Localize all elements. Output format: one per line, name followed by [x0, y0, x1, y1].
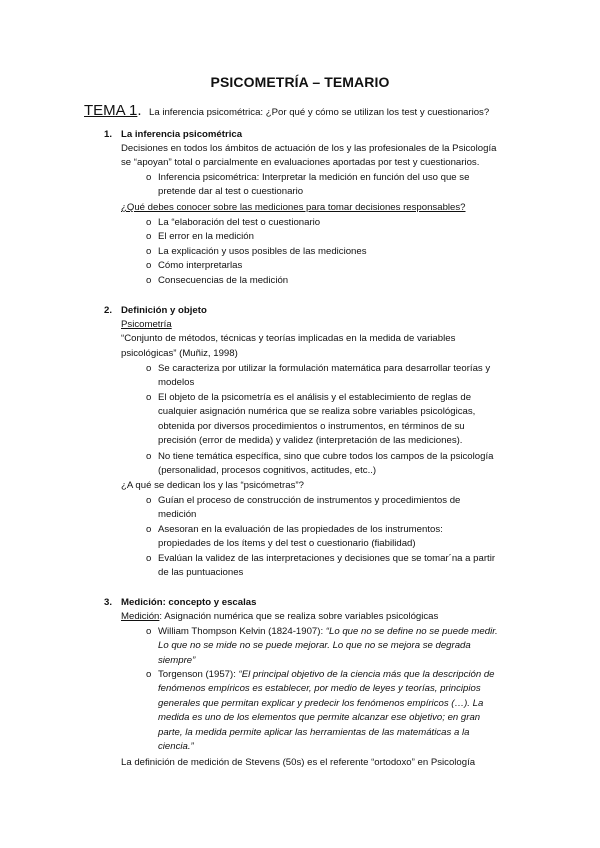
section-number: 3.: [104, 597, 113, 608]
list-item-line: Asesoran en la evaluación de las propiedades de los instrumentos:: [158, 524, 443, 535]
quote-text: parte, la medida permite aplicar las herramientas de las matemáticas a la: [158, 726, 470, 738]
bullet-marker: o: [146, 260, 152, 271]
quote-author: Torgenson (1957):: [158, 669, 239, 680]
list-item-line: de las puntuaciones: [158, 567, 244, 579]
section-subtitle: Psicometría: [121, 319, 172, 330]
list-item-text: Cómo interpretarlas: [158, 260, 243, 271]
list-item-line: Guían el proceso de construcción de instrumentos y procedimientos de: [158, 495, 461, 506]
tema-heading: [84, 102, 489, 120]
bullet-marker: o: [146, 392, 152, 403]
quote-text: siempre”: [158, 654, 196, 666]
bullet-marker: o: [146, 231, 152, 242]
bullet-marker: o: [146, 275, 152, 286]
bullet-marker: o: [146, 172, 152, 183]
definition-text: : Asignación numérica que se realiza sobre variables psicológicas: [159, 611, 439, 622]
bullet-marker: o: [146, 451, 152, 462]
bullet-marker: o: [146, 669, 152, 680]
tema-label: TEMA 1: [84, 102, 138, 119]
bullet-marker: o: [146, 217, 152, 228]
page-title: PSICOMETRÍA – TEMARIO: [210, 74, 390, 90]
quote-line: “Conjunto de métodos, técnicas y teorías implicadas en la medida de variables: [121, 333, 456, 344]
quote-text: Lo que no se mide no se puede mejorar. Lo que no se mejora se degrada: [158, 640, 471, 652]
section-heading: [104, 304, 207, 318]
list-item-line: Evalúan la validez de las interpretaciones y decisiones que se tomar´na a partir: [158, 553, 496, 564]
section-title: Definición y objeto: [121, 305, 207, 316]
list-item-text: El error en la medición: [158, 231, 254, 242]
quote-text: ciencia.”: [158, 741, 194, 753]
tema-description: La inferencia psicométrica: ¿Por qué y cómo se utilizan los test y cuestionarios?: [148, 107, 490, 118]
list-item-line: Se caracteriza por utilizar la formulación matemática para desarrollar teorías y: [158, 363, 491, 374]
bullet-marker: o: [146, 626, 152, 637]
quote-text: medida es uno de los elementos que permite alcanzar ese objetivo; en gran: [158, 712, 481, 724]
closing-line: La definición de medición de Stevens (50s) es el referente “ortodoxo” en Psicología: [121, 757, 476, 768]
bullet-marker: o: [146, 363, 152, 374]
section-heading: [104, 596, 256, 610]
section-heading: [104, 128, 242, 142]
section-question: ¿A qué se dedican los y las “psicómetras”?: [121, 480, 304, 491]
paragraph-line: se “apoyan” total o parcialmente en evaluaciones aportadas por test y cuestionarios.: [121, 157, 480, 168]
list-item-line: cualquier asignación numérica que se realiza sobre variables psicológicas,: [158, 406, 476, 418]
section-number: 1.: [104, 129, 113, 140]
section-title: La inferencia psicométrica: [121, 129, 243, 140]
definition-line: [121, 610, 516, 624]
bullet-marker: o: [146, 553, 152, 564]
list-item-line: El objeto de la psicometría es el análisis y el establecimiento de reglas de: [158, 392, 472, 403]
list-item-line: Inferencia psicométrica: Interpretar la medición en función del uso que se: [158, 172, 470, 183]
list-item-text: Consecuencias de la medición: [158, 275, 289, 286]
section-question: ¿Qué debes conocer sobre las mediciones para tomar decisiones responsables?: [121, 202, 466, 213]
bullet-marker: o: [146, 246, 152, 257]
list-item-line: No tiene temática específica, sino que cubre todos los campos de la psicología: [158, 451, 494, 462]
quote-text: fenómenos empíricos es establecer, por medio de leyes y teorías, principios: [158, 683, 481, 695]
list-item-line: modelos: [158, 377, 195, 389]
bullet-marker: o: [146, 524, 152, 535]
list-item-text: La “elaboración del test o cuestionario: [158, 217, 321, 228]
list-item-text: La explicación y usos posibles de las mediciones: [158, 246, 367, 257]
quote-author: William Thompson Kelvin (1824-1907):: [158, 626, 326, 637]
list-item-line: obtenida por diversos procedimientos o instrumentos, en términos de su: [158, 420, 465, 432]
list-item-line: (personalidad, procesos cognitivos, actitudes, etc..): [158, 465, 377, 477]
tema-period: .: [137, 102, 142, 119]
list-item-line: propiedades de los ítems y del test o cuestionario (fiabilidad): [158, 538, 416, 550]
list-item-line: medición: [158, 509, 197, 521]
list-item-line: precisión (error de medida) y validez (interpretación de las mediciones).: [158, 435, 463, 447]
list-item-line: pretende dar al test o cuestionario: [158, 186, 304, 198]
paragraph-line: Decisiones en todos los ámbitos de actuación de los y las profesionales de la Psicología: [121, 143, 497, 154]
quote-text: “Lo que no se define no se puede medir.: [325, 626, 498, 637]
section-title: Medición: concepto y escalas: [121, 597, 257, 608]
section-number: 2.: [104, 305, 113, 316]
quote-line: psicológicas” (Muñiz, 1998): [121, 348, 238, 359]
definition-label: Medición: [121, 611, 160, 622]
bullet-marker: o: [146, 495, 152, 506]
quote-text: generales que permitan explicar y predecir los fenómenos empíricos (…). La: [158, 697, 484, 709]
quote-text: “El principal objetivo de la ciencia más que la descripción de: [238, 669, 495, 680]
